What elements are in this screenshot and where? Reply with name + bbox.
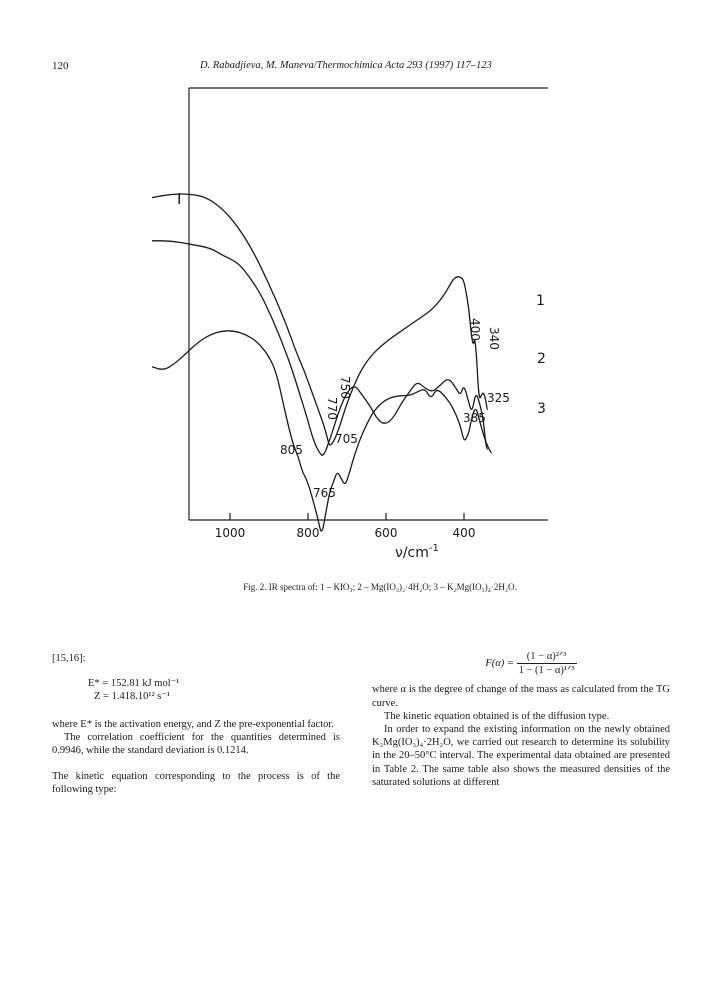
paragraph-diffusion: The kinetic equation obtained is of the diffusion type. <box>384 710 610 722</box>
right-column <box>372 650 670 789</box>
peak-label-750: 750 <box>338 376 352 399</box>
paragraph-kinetic-type: The kinetic equation corresponding to the process is of the following type: <box>52 771 340 796</box>
x-axis-ticks <box>215 513 476 540</box>
spectrum-curve-3 <box>152 331 491 531</box>
formula-lhs: F(α) = <box>485 658 514 670</box>
page-number: 120 <box>52 60 69 72</box>
peak-label-705: 705 <box>335 432 358 446</box>
x-tick-label-1000: 1000 <box>214 526 246 540</box>
kinetic-formula <box>372 650 670 677</box>
paragraph-correlation: The correlation coefficient for the quantities determined is 0.9946, while the standard deviation is 0.1214. <box>52 731 340 757</box>
spectrum-curve-1 <box>152 194 487 445</box>
spectra-curves <box>152 194 491 531</box>
paragraph-solubility: In order to expand the existing information on the newly obtained K₂Mg(IO₃)₄·2H₂O, we carried out research to determine its solubility in the 20–50°C interval. The experimental data obtained are presented in Table 2. The same table also shows the measured densities of the saturated solutions at different <box>372 724 670 788</box>
ref-intro: [15,16]: <box>52 653 86 664</box>
x-axis-label: $\nu/cm^{-1}$ <box>395 543 439 561</box>
curve-label-3: 3 <box>537 401 546 417</box>
formula-denominator: 1 − (1 − α)¹ᐟ³ <box>518 665 575 677</box>
equation-preexponential: Z = 1.418.10¹² s⁻¹ <box>94 691 171 703</box>
peak-label-385: 385 <box>463 411 486 425</box>
peak-label-805: 805 <box>280 443 303 457</box>
left-column <box>52 652 340 797</box>
curve-label-2: 2 <box>537 351 546 367</box>
x-tick-label-400: 400 <box>452 526 476 540</box>
x-tick-label-800: 800 <box>296 526 320 540</box>
curve-label-1: 1 <box>536 293 545 309</box>
formula-numerator: (1 − α)²ᐟ³ <box>517 650 577 664</box>
formula-fraction <box>517 650 577 677</box>
peak-label-325: 325 <box>487 391 510 405</box>
peak-label-340: 340 <box>487 327 501 350</box>
peak-label-770: 770 <box>325 397 339 420</box>
paragraph-alpha: where α is the degree of change of the mass as calculated from the TG curve. <box>372 684 670 709</box>
paragraph-definitions: where E* is the activation energy, and Z the pre-exponential factor. <box>52 718 334 730</box>
peak-label-400: 400 <box>468 318 482 341</box>
x-tick-label-600: 600 <box>374 526 398 540</box>
peak-label-765: 765 <box>313 486 336 500</box>
spectrum-curve-2 <box>152 241 487 455</box>
y-axis-symbol: I <box>177 190 182 208</box>
running-head: D. Rabadjieva, M. Maneva/Thermochimica Acta 293 (1997) 117–123 <box>200 60 492 71</box>
figure-caption: Fig. 2. IR spectra of: 1 – KIO₃; 2 – Mg(IO₃)₂·4H₂O; 3 – K₂Mg(IO₃)₄·2H₂O. <box>243 582 517 592</box>
equation-activation-energy: E* = 152.81 kJ mol⁻¹ <box>88 678 180 690</box>
